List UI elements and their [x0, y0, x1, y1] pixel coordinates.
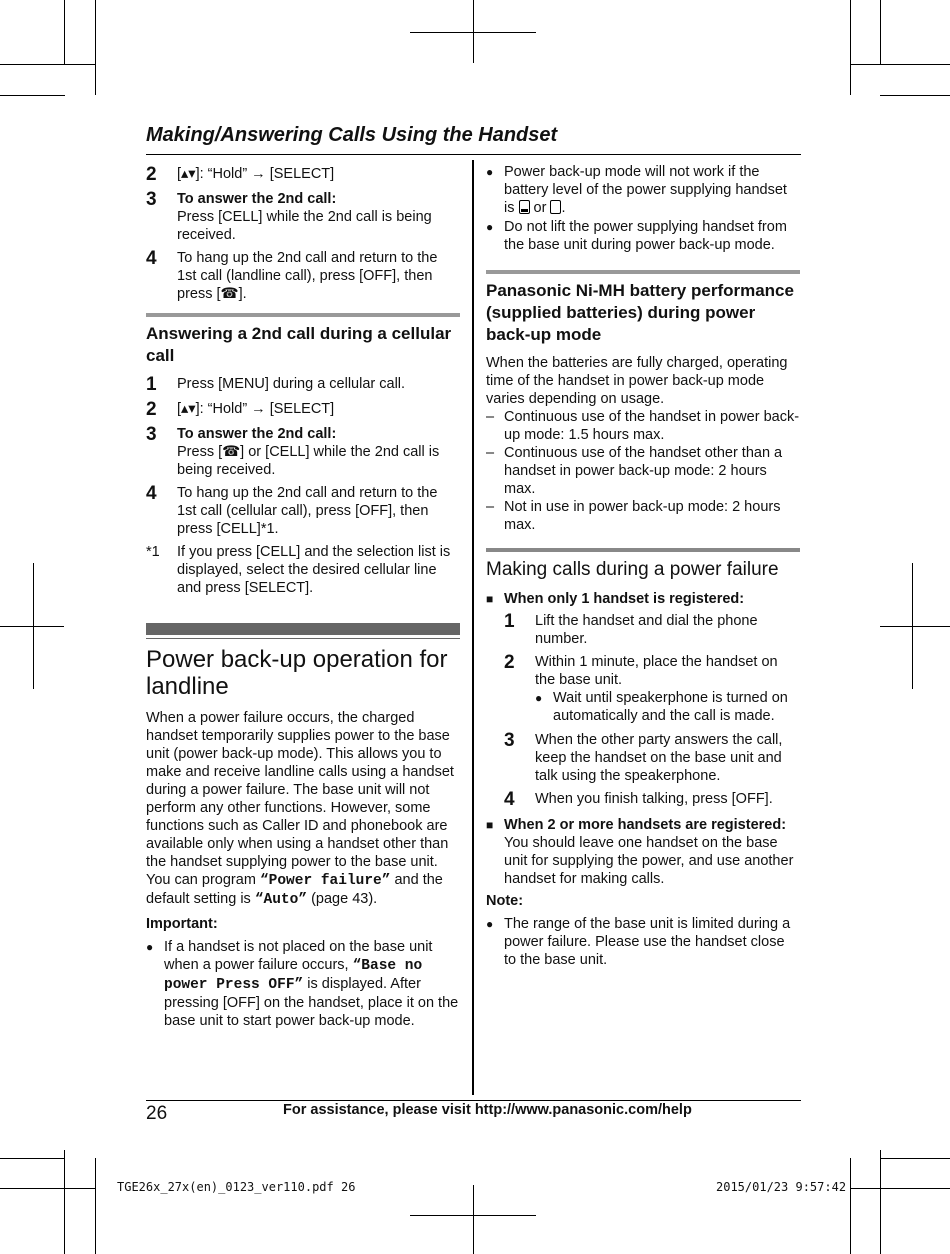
- crop-mark: [0, 1158, 65, 1159]
- left-column: [146, 165, 460, 1031]
- step-item: [504, 790, 800, 810]
- step-number: 2: [504, 652, 515, 673]
- step-title: To answer the 2nd call:: [177, 191, 337, 207]
- step-item: [146, 165, 460, 185]
- list-item: – Continuous use of the handset in power back-up mode: 1.5 hours max.: [486, 409, 800, 443]
- section-rule: [486, 548, 800, 552]
- section-bar: [146, 623, 460, 635]
- battery-low-icon: [519, 200, 530, 214]
- bullet-item: [486, 915, 800, 969]
- print-date: 2015/01/23 9:57:42: [716, 1180, 847, 1194]
- list-item-text: Continuous use of the handset other than a handset in power back-up mode: 2 hours max.: [504, 445, 783, 497]
- step-item: [504, 653, 800, 726]
- crop-mark: [0, 1188, 95, 1189]
- step-text: When you finish talking, press [OFF].: [535, 791, 773, 807]
- page-number: 26: [146, 1103, 168, 1124]
- section-rule: [146, 638, 460, 639]
- battery-empty-icon: [550, 200, 561, 214]
- bullet-dot-icon: ●: [486, 220, 494, 234]
- crop-mark: [64, 1150, 65, 1254]
- footnote-mark: *1: [146, 544, 160, 560]
- condition-label: When only 1 handset is registered:: [504, 591, 745, 607]
- crop-mark: [95, 1158, 96, 1254]
- crop-mark: [473, 1185, 474, 1254]
- step-text: To hang up the 2nd call and return to the 1st call (cellular call), press [OFF], then press [CELL]*1.: [177, 485, 438, 537]
- section-title: Power back-up operation for landline: [146, 646, 448, 700]
- bullet-dot-icon: ●: [535, 691, 543, 705]
- sub-steps: [504, 612, 800, 810]
- print-file-info: TGE26x_27x(en)_0123_ver110.pdf 26: [117, 1180, 356, 1194]
- step-text: Press [CELL] while the 2nd call is being received.: [177, 209, 432, 243]
- step-number: 4: [146, 483, 157, 504]
- step-title: To answer the 2nd call:: [177, 426, 337, 442]
- condition-item: [486, 816, 800, 888]
- step-text: To hang up the 2nd call and return to the 1st call (landline call), press [OFF], then press [☎].: [177, 250, 438, 302]
- important-label: Important:: [146, 916, 218, 932]
- step-number: 3: [146, 424, 157, 445]
- crop-mark: [410, 1215, 536, 1216]
- crop-mark: [95, 0, 96, 95]
- list-item-text: Continuous use of the handset in power back-up mode: 1.5 hours max.: [504, 409, 800, 443]
- important-text-end: is displayed. After pressing [OFF] on the handset, place it on the base unit to start power back-up mode.: [164, 976, 459, 1029]
- square-bullet-icon: ■: [486, 818, 494, 832]
- step-item: [146, 400, 460, 420]
- step-item: [146, 484, 460, 538]
- crop-mark: [410, 32, 536, 33]
- step-text: Within 1 minute, place the handset on the base unit.: [535, 654, 778, 688]
- page-header-title: Making/Answering Calls Using the Handset: [146, 124, 558, 146]
- step-item: [146, 425, 460, 479]
- crop-mark: [880, 626, 950, 627]
- step-number: 3: [146, 189, 157, 210]
- footnote: [146, 543, 460, 597]
- crop-mark: [64, 0, 65, 65]
- display-message: “Base no power Press OFF”: [164, 958, 423, 993]
- section-rule: [146, 313, 460, 317]
- intro-end: (page 43).: [307, 891, 378, 907]
- crop-mark: [850, 1158, 851, 1254]
- list-item: – Not in use in power back-up mode: 2 hours max.: [486, 498, 800, 534]
- step-number: 1: [146, 374, 157, 395]
- section-rule: [486, 270, 800, 274]
- assistance-text: For assistance, please visit http://www.panasonic.com/help: [283, 1102, 692, 1118]
- bullet-text: Wait until speakerphone is turned on automatically and the call is made.: [553, 690, 788, 724]
- crop-mark: [850, 64, 950, 65]
- right-column: [486, 163, 800, 970]
- column-divider: [472, 160, 474, 1095]
- condition-text: You should leave one handset on the base unit for supplying the power, and use another handset for making calls.: [504, 835, 794, 887]
- crop-mark: [880, 95, 950, 96]
- step-item: [504, 731, 800, 785]
- bullet-item: [535, 689, 800, 725]
- footer-rule: [146, 1100, 801, 1101]
- bullet-dot-icon: ●: [486, 165, 494, 179]
- header-rule: [146, 154, 801, 155]
- step-number: 4: [146, 248, 157, 269]
- crop-mark: [850, 1188, 950, 1189]
- step-item: [504, 612, 800, 648]
- crop-mark: [0, 64, 95, 65]
- bullet-text: Power back-up mode will not work if the battery level of the power supplying handset is: [504, 164, 787, 216]
- crop-mark: [880, 0, 881, 65]
- crop-mark: [850, 0, 851, 95]
- important-text: If a handset is not placed on the base unit when a power failure occurs,: [164, 939, 433, 973]
- intro-text: When a power failure occurs, the charged handset temporarily supplies power to the base unit (power back-up mode). This allows you to make and receive landline calls using a handset during a power failure. The base unit will not perform any other functions. However, some functions such as Caller ID and phonebook are available only when using a handset other than the handset supplying power to the base unit. You can program: [146, 710, 454, 888]
- setting-name: “Power failure”: [259, 873, 391, 889]
- list-item-text: Not in use in power back-up mode: 2 hours max.: [504, 499, 781, 533]
- crop-mark: [0, 626, 64, 627]
- crop-mark: [880, 1150, 881, 1254]
- step-number: 1: [504, 611, 515, 632]
- battery-intro: When the batteries are fully charged, operating time of the handset in power back-up mode varies depending on usage.: [486, 355, 788, 407]
- step-item: [146, 190, 460, 244]
- step-text: [▴▾]: “Hold” → [SELECT]: [177, 401, 335, 417]
- section-heading: Answering a 2nd call during a cellular call: [146, 324, 452, 365]
- section-heading: Making calls during a power failure: [486, 559, 779, 580]
- step-item: [146, 375, 460, 395]
- step-text: When the other party answers the call, keep the handset on the base unit and talk using the speakerphone.: [535, 732, 783, 784]
- condition-label: When 2 or more handsets are registered:: [504, 817, 787, 833]
- bullet-text: Do not lift the power supplying handset from the base unit during power back-up mode.: [504, 219, 787, 253]
- bullet-item: ● Power back-up mode will not work if the battery level of the power supplying handset is or .: [486, 164, 787, 216]
- step-number: 2: [146, 399, 157, 420]
- step-text: [▴▾]: “Hold” → [SELECT]: [177, 166, 335, 182]
- crop-mark: [880, 1158, 950, 1159]
- setting-value: “Auto”: [254, 892, 308, 908]
- square-bullet-icon: ■: [486, 592, 494, 606]
- step-text: Press [MENU] during a cellular call.: [177, 376, 406, 392]
- bullet-dot-icon: ●: [486, 917, 494, 931]
- note-label: Note:: [486, 893, 524, 909]
- bullet-item: [486, 218, 800, 254]
- step-text: Press [☎] or [CELL] while the 2nd call is being received.: [177, 444, 440, 478]
- step-number: 4: [504, 789, 515, 810]
- bullet-or: or: [533, 200, 547, 216]
- note-text: The range of the base unit is limited during a power failure. Please use the handset close to the base unit.: [504, 916, 791, 968]
- step-number: 2: [146, 164, 157, 185]
- step-text: Lift the handset and dial the phone number.: [535, 613, 758, 647]
- intro-paragraph: [146, 709, 460, 909]
- step-item: [146, 249, 460, 303]
- footnote-text: If you press [CELL] and the selection list is displayed, select the desired cellular line and press [SELECT].: [177, 544, 451, 596]
- list-item: – Continuous use of the handset other than a handset in power back-up mode: 2 hours max.: [486, 444, 800, 498]
- crop-mark: [0, 95, 65, 96]
- intro-mid: and the default setting is: [146, 872, 443, 907]
- step-number: 3: [504, 730, 515, 751]
- bullet-dot-icon: ●: [146, 940, 154, 954]
- section-heading: Panasonic Ni-MH battery performance (supplied batteries) during power back-up mode: [486, 281, 794, 344]
- condition-item: [486, 590, 800, 608]
- bullet-item: [146, 938, 460, 1030]
